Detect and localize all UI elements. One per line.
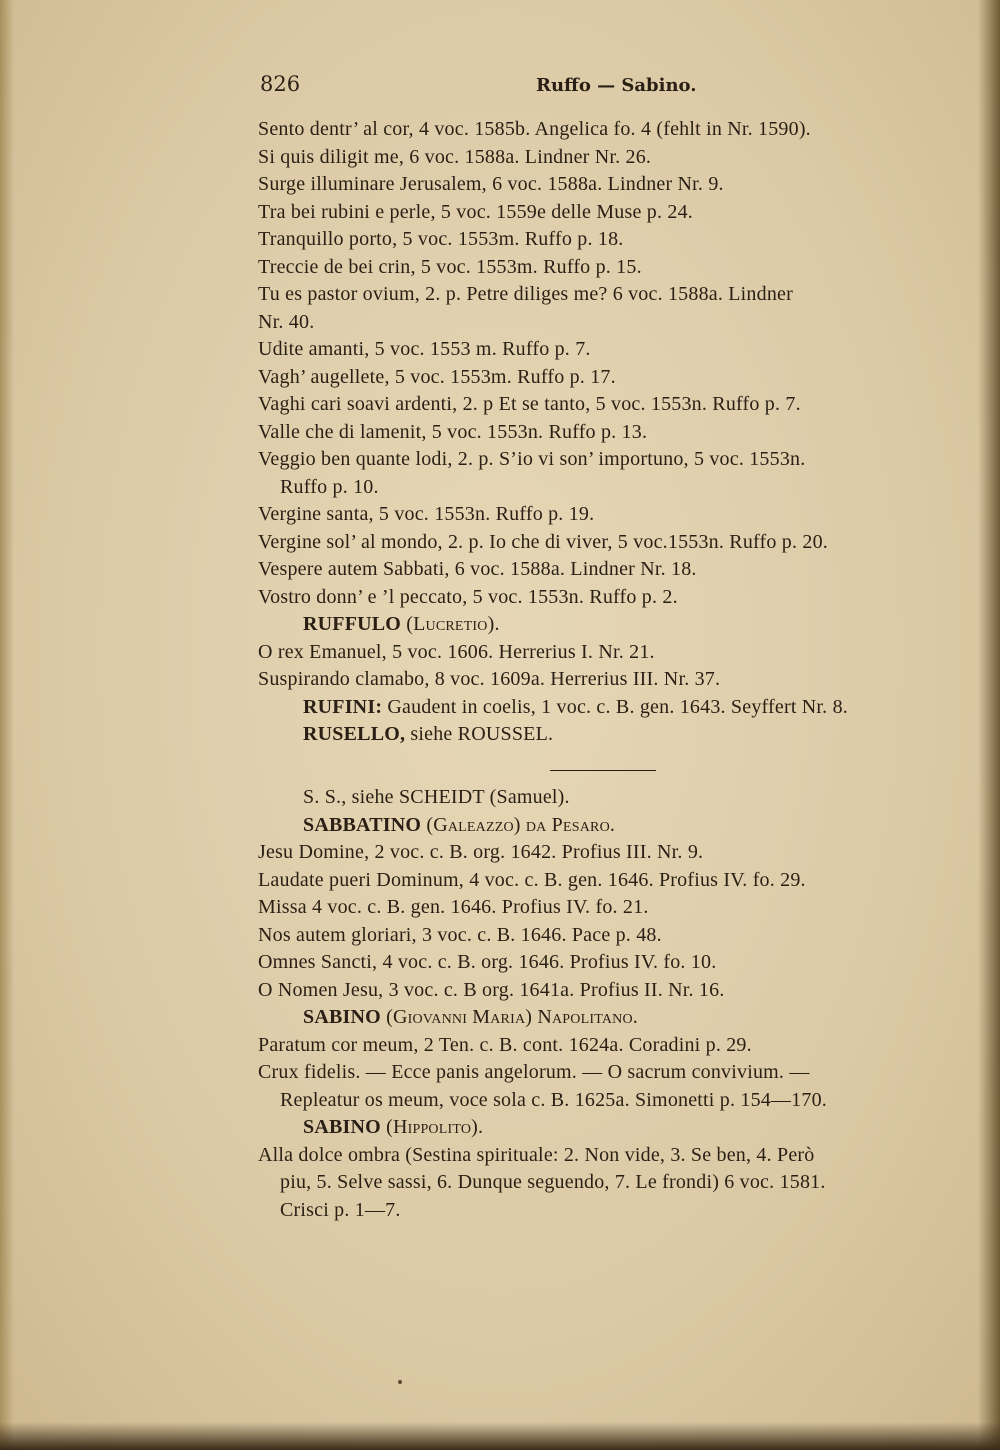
- catalog-entry: Crux fidelis. — Ecce panis angelorum. — O sacrum convivium. —: [258, 1061, 810, 1083]
- catalog-entry: Vaghi cari soavi ardenti, 2. p Et se tanto, 5 voc. 1553n. Ruffo p. 7.: [258, 393, 801, 415]
- composer-given-name: (Giovanni Maria) Napolitano.: [386, 1006, 638, 1028]
- composer-heading-ss: [258, 784, 948, 812]
- catalog-text: [258, 116, 948, 1224]
- catalog-entry: Valle che di lamenit, 5 voc. 1553n. Ruffo p. 13.: [258, 420, 648, 443]
- catalog-entry: Alla dolce ombra (Sestina spirituale: 2. Non vide, 3. Se ben, 4. Però: [258, 1143, 815, 1166]
- composer-name: SABBATINO: [303, 813, 422, 836]
- catalog-entry: Nos autem gloriari, 3 voc. c. B. 1646. Pace p. 48.: [258, 923, 662, 946]
- paper-speck: [398, 1380, 402, 1384]
- composer-heading-ruffulo: [258, 611, 948, 639]
- catalog-entry: Vergine santa, 5 voc. 1553n. Ruffo p. 19.: [258, 503, 595, 525]
- catalog-entry: Vergine sol’ al mondo, 2. p. Io che di viver, 5 voc.1553n. Ruffo p. 20.: [258, 530, 828, 553]
- catalog-entry: Suspirando clamabo, 8 voc. 1609a. Herrerius III. Nr. 37.: [258, 668, 721, 690]
- composer-heading-sabino-hippolito: [258, 1114, 948, 1142]
- composer-heading-sabbatino: [258, 812, 948, 840]
- running-title: Ruffo — Sabino.: [536, 75, 697, 96]
- page-edge-shadow-left: [0, 0, 14, 1450]
- composer-given-name: (Lucretio).: [406, 613, 500, 635]
- catalog-entry: Omnes Sancti, 4 voc. c. B. org. 1646. Profius IV. fo. 10.: [258, 951, 717, 973]
- cross-reference: siehe ROUSSEL.: [410, 723, 554, 745]
- composer-heading-rusello: [258, 721, 948, 749]
- section-divider: [258, 757, 948, 785]
- catalog-entry-continuation: Nr. 40.: [258, 310, 315, 333]
- catalog-entry: Vagh’ augellete, 5 voc. 1553m. Ruffo p. 17.: [258, 365, 616, 388]
- catalog-entry-continuation: Crisci p. 1—7.: [280, 1198, 401, 1221]
- catalog-entry: Missa 4 voc. c. B. gen. 1646. Profius IV. fo. 21.: [258, 896, 649, 918]
- catalog-entry: Udite amanti, 5 voc. 1553 m. Ruffo p. 7.: [258, 338, 591, 360]
- catalog-entry: Tu es pastor ovium, 2. p. Petre diliges me? 6 voc. 1588a. Lindner: [258, 283, 793, 305]
- composer-name: RUSELLO,: [303, 723, 406, 745]
- catalog-entry: Tra bei rubini e perle, 5 voc. 1559e delle Muse p. 24.: [258, 200, 693, 223]
- catalog-entry: Si quis diligit me, 6 voc. 1588a. Lindner Nr. 26.: [258, 145, 652, 168]
- composer-name: RUFFULO: [303, 613, 402, 635]
- page-edge-shadow-bottom: [0, 1422, 1000, 1450]
- catalog-entry-continuation: Repleatur os meum, voce sola c. B. 1625a. Simonetti p. 154—170.: [280, 1088, 827, 1111]
- page-header: [260, 72, 940, 102]
- composer-name: SABINO: [303, 1006, 381, 1028]
- composer-given-name: (Hippolito).: [386, 1116, 484, 1138]
- catalog-entry: O rex Emanuel, 5 voc. 1606. Herrerius I. Nr. 21.: [258, 640, 655, 663]
- catalog-entry: O Nomen Jesu, 3 voc. c. B org. 1641a. Profius II. Nr. 16.: [258, 978, 725, 1001]
- composer-heading-rufini: [258, 694, 948, 722]
- composer-name: S. S.,: [303, 786, 347, 808]
- catalog-entry: Paratum cor meum, 2 Ten. c. B. cont. 1624a. Coradini p. 29.: [258, 1033, 752, 1056]
- catalog-entry: Treccie de bei crin, 5 voc. 1553m. Ruffo p. 15.: [258, 255, 642, 278]
- catalog-entry: Vostro donn’ e ’l peccato, 5 voc. 1553n. Ruffo p. 2.: [258, 585, 678, 608]
- composer-name: RUFINI:: [303, 695, 383, 718]
- catalog-entry-continuation: Ruffo p. 10.: [280, 475, 379, 498]
- cross-reference: siehe SCHEIDT (Samuel).: [351, 786, 570, 808]
- catalog-entry: Veggio ben quante lodi, 2. p. S’io vi son’ importuno, 5 voc. 1553n.: [258, 448, 806, 470]
- page-edge-shadow-right: [978, 0, 1000, 1450]
- catalog-entry: Jesu Domine, 2 voc. c. B. org. 1642. Profius III. Nr. 9.: [258, 841, 704, 863]
- catalog-entry: Tranquillo porto, 5 voc. 1553m. Ruffo p. 18.: [258, 228, 624, 250]
- catalog-entry: Vespere autem Sabbati, 6 voc. 1588a. Lindner Nr. 18.: [258, 558, 697, 580]
- catalog-entry: Laudate pueri Dominum, 4 voc. c. B. gen. 1646. Profius IV. fo. 29.: [258, 868, 806, 891]
- catalog-entry: Surge illuminare Jerusalem, 6 voc. 1588a. Lindner Nr. 9.: [258, 173, 724, 195]
- page-number: 826: [260, 72, 301, 96]
- composer-heading-sabino-giovanni-maria: [258, 1004, 948, 1032]
- composer-given-name: (Galeazzo) da Pesaro.: [426, 813, 616, 836]
- catalog-entry: Gaudent in coelis, 1 voc. c. B. gen. 1643. Seyffert Nr. 8.: [387, 695, 848, 718]
- catalog-entry: Sento dentr’ al cor, 4 voc. 1585b. Angelica fo. 4 (fehlt in Nr. 1590).: [258, 118, 811, 140]
- catalog-entry-continuation: piu, 5. Selve sassi, 6. Dunque seguendo, 7. Le frondi) 6 voc. 1581.: [280, 1171, 826, 1193]
- composer-name: SABINO: [303, 1116, 381, 1138]
